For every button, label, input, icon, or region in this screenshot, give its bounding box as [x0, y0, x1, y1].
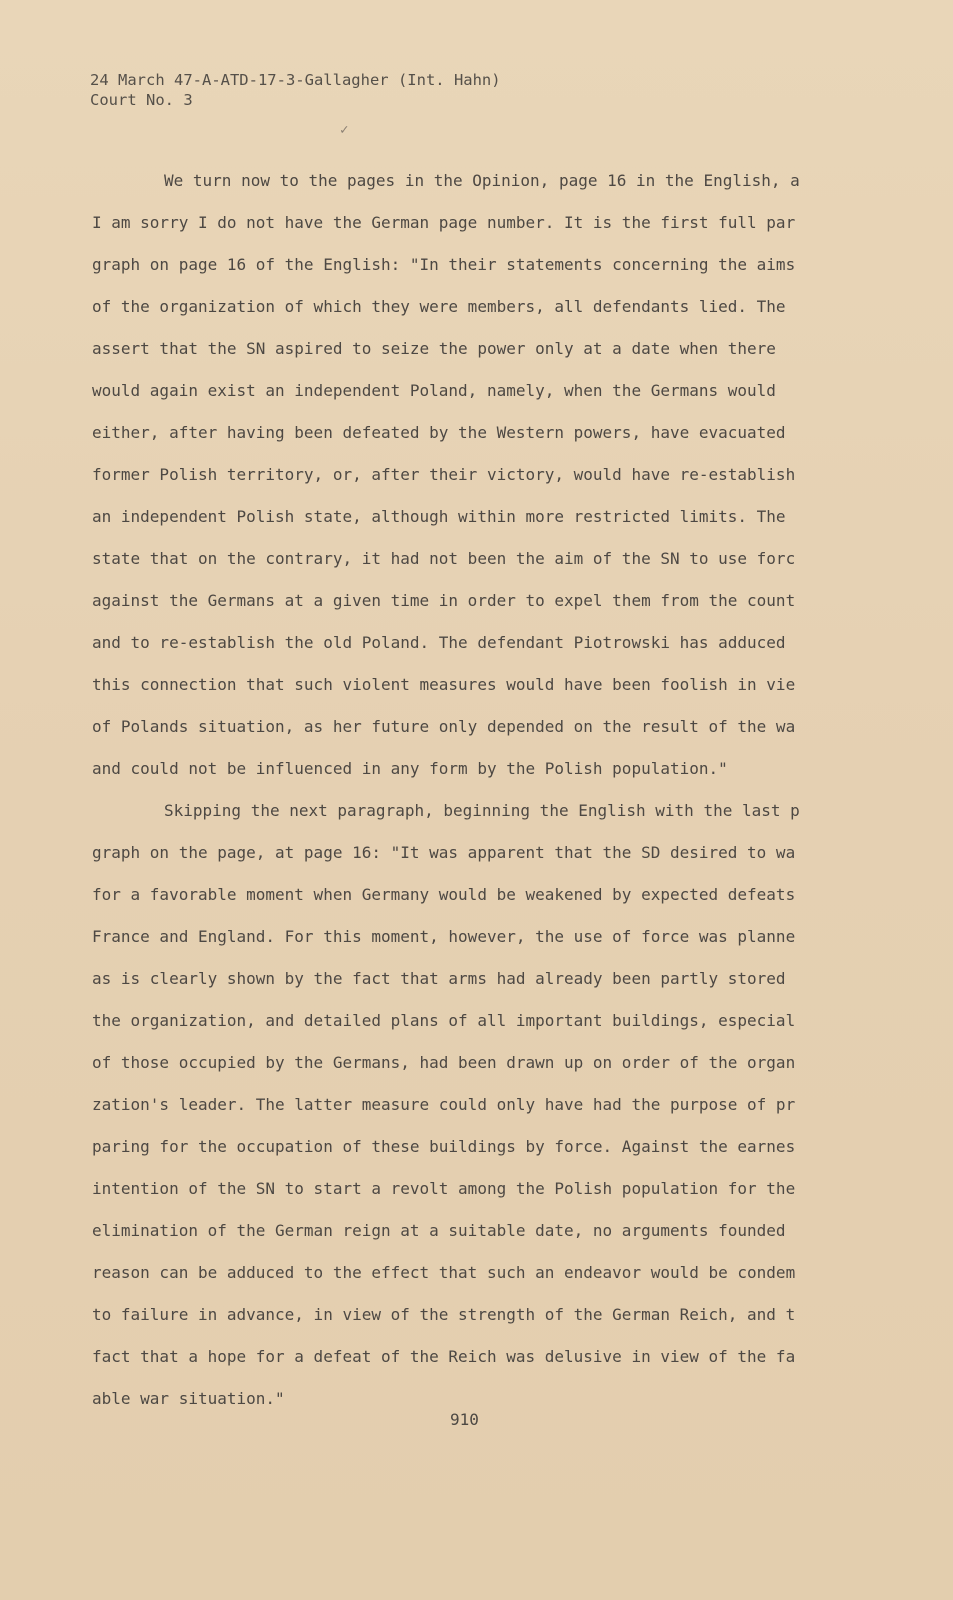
text-line: either, after having been defeated by the Western powers, have evacuated — [92, 423, 786, 442]
text-line: an independent Polish state, although within more restricted limits. The — [92, 507, 786, 526]
text-line: able war situation." — [92, 1389, 285, 1408]
text-line: graph on page 16 of the English: "In their statements concerning the aims — [92, 255, 796, 274]
text-line: against the Germans at a given time in order to expel them from the count — [92, 591, 796, 610]
text-line: former Polish territory, or, after their victory, would have re-establish — [92, 465, 796, 484]
paragraph-2 — [92, 790, 882, 1420]
text-line: fact that a hope for a defeat of the Reich was delusive in view of the fa — [92, 1347, 796, 1366]
text-line: Skipping the next paragraph, beginning the English with the last p — [164, 801, 800, 820]
text-line: of the organization of which they were members, all defendants lied. The — [92, 297, 786, 316]
document-header — [90, 70, 501, 110]
header-line-1: 24 March 47-A-ATD-17-3-Gallagher (Int. Hahn) — [90, 71, 501, 89]
text-line: paring for the occupation of these buildings by force. Against the earnes — [92, 1137, 796, 1156]
text-line: for a favorable moment when Germany would be weakened by expected defeats — [92, 885, 796, 904]
text-line: the organization, and detailed plans of all important buildings, especial — [92, 1011, 796, 1030]
header-line-2: Court No. 3 — [90, 91, 193, 109]
text-line: assert that the SN aspired to seize the power only at a date when there — [92, 339, 776, 358]
text-line: zation's leader. The latter measure could only have had the purpose of pr — [92, 1095, 796, 1114]
text-line: to failure in advance, in view of the strength of the German Reich, and t — [92, 1305, 796, 1324]
text-line: would again exist an independent Poland, namely, when the Germans would — [92, 381, 776, 400]
text-line: and could not be influenced in any form by the Polish population." — [92, 759, 728, 778]
text-line: graph on the page, at page 16: "It was apparent that the SD desired to wa — [92, 843, 796, 862]
text-line: intention of the SN to start a revolt among the Polish population for the — [92, 1179, 796, 1198]
pen-check-mark: ✓ — [340, 122, 349, 138]
paragraph-1 — [92, 160, 882, 790]
document-body — [92, 160, 882, 1420]
text-line: I am sorry I do not have the German page number. It is the first full par — [92, 213, 796, 232]
text-line: state that on the contrary, it had not been the aim of the SN to use forc — [92, 549, 796, 568]
text-line: elimination of the German reign at a suitable date, no arguments founded — [92, 1221, 786, 1240]
text-line: We turn now to the pages in the Opinion, page 16 in the English, a — [164, 171, 800, 190]
text-line: reason can be adduced to the effect that such an endeavor would be condem — [92, 1263, 796, 1282]
text-line: as is clearly shown by the fact that arms had already been partly stored — [92, 969, 786, 988]
text-line: of Polands situation, as her future only depended on the result of the wa — [92, 717, 796, 736]
text-line: of those occupied by the Germans, had been drawn up on order of the organ — [92, 1053, 796, 1072]
text-line: France and England. For this moment, however, the use of force was planne — [92, 927, 796, 946]
text-line: and to re-establish the old Poland. The defendant Piotrowski has adduced — [92, 633, 786, 652]
text-line: this connection that such violent measures would have been foolish in vie — [92, 675, 796, 694]
page-number: 910 — [450, 1410, 479, 1429]
